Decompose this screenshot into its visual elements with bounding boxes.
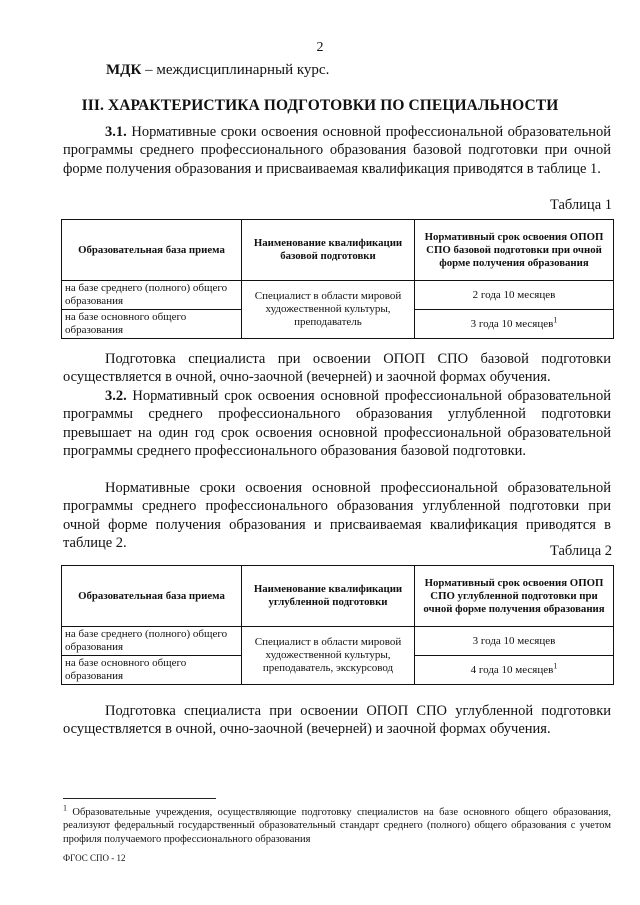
qualification-cell: Специалист в области мировой художественной культуры, преподаватель	[242, 281, 415, 339]
footnote	[63, 803, 611, 846]
paragraph-text: Подготовка специалиста при освоении ОПОП СПО базовой подготовки осуществляется в очной, очно-заочной (вечерней) и заочной формах обучения.	[63, 351, 611, 386]
term-value: 4 года 10 месяцев	[470, 663, 554, 676]
paragraph-advanced-forms	[63, 702, 611, 739]
header-cell: Нормативный срок освоения ОПОП СПО углубленной подготовки при очной форме получения образования	[415, 566, 614, 627]
term-cell	[415, 310, 614, 339]
base-cell: на базе основного общего образования	[62, 656, 242, 685]
term-cell	[415, 656, 614, 685]
footnote-ref: 1	[553, 660, 558, 670]
page-number: 2	[316, 40, 324, 55]
footnote-separator	[63, 798, 216, 799]
table-1	[61, 219, 614, 339]
header-cell: Образовательная база приема	[62, 220, 242, 281]
abbreviation-definition: – междисциплинарный курс.	[141, 62, 330, 78]
header-cell: Наименование квалификации базовой подготовки	[242, 220, 415, 281]
table-2-caption: Таблица 2	[549, 543, 612, 559]
footnote-mark: 1	[63, 803, 67, 813]
table-header-row	[62, 566, 614, 627]
table-2	[61, 565, 614, 685]
paragraph-text: Подготовка специалиста при освоении ОПОП СПО углубленной подготовки осуществляется в очной, очно-заочной (вечерней) и заочной формах обучения.	[63, 703, 611, 738]
qualification-cell: Специалист в области мировой художественной культуры, преподаватель, экскурсовод	[242, 627, 415, 685]
paragraph-advanced-terms	[63, 479, 611, 553]
base-cell: на базе основного общего образования	[62, 310, 242, 339]
section-heading: III. ХАРАКТЕРИСТИКА ПОДГОТОВКИ ПО СПЕЦИАЛЬНОСТИ	[81, 97, 559, 114]
term-cell: 2 года 10 месяцев	[415, 281, 614, 310]
abbreviation-line	[106, 62, 329, 79]
table-row	[62, 627, 614, 656]
abbreviation-term: МДК	[106, 62, 142, 78]
footnote-text: Образовательные учреждения, осуществляющие подготовку специалистов на базе основного общего образования, реализуют федеральный государственный образовательный стандарт среднего (полного) общего образования с учетом профиля получаемого профессионального образования	[63, 807, 611, 845]
paragraph-3-2	[63, 387, 611, 461]
header-cell: Нормативный срок освоения ОПОП СПО базовой подготовки при очной форме получения образования	[415, 220, 614, 281]
footnote-ref: 1	[553, 314, 558, 324]
paragraph-3-1	[63, 123, 611, 178]
document-code: ФГОС СПО - 12	[63, 853, 126, 863]
term-cell: 3 года 10 месяцев	[415, 627, 614, 656]
table-1-caption: Таблица 1	[549, 197, 612, 213]
header-cell: Наименование квалификации углубленной подготовки	[242, 566, 415, 627]
paragraph-text: Нормативные сроки освоения основной профессиональной образовательной программы среднего профессионального образования углубленной подготовки при очной форме получения образования и присваиваемая квалификация приводятся в таблице 2.	[63, 480, 611, 552]
clause-number: 3.2.	[105, 388, 127, 404]
clause-number: 3.1.	[105, 124, 127, 140]
header-cell: Образовательная база приема	[62, 566, 242, 627]
term-value: 3 года 10 месяцев	[470, 317, 554, 330]
paragraph-text: Нормативные сроки освоения основной профессиональной образовательной программы среднего профессионального образования базовой подготовки при очной форме получения образования и присваиваемая квалификация приводятся в таблице 1.	[63, 124, 611, 177]
table-header-row	[62, 220, 614, 281]
paragraph-text: Нормативный срок освоения основной профессиональной образовательной программы среднего профессионального образования углубленной подготовки превышает на один год срок освоения основной профессиональной образовательной программы среднего профессионального образования базовой подготовки.	[63, 388, 611, 460]
base-cell: на базе среднего (полного) общего образования	[62, 627, 242, 656]
base-cell: на базе среднего (полного) общего образования	[62, 281, 242, 310]
table-row	[62, 281, 614, 310]
paragraph-basic-forms	[63, 350, 611, 387]
